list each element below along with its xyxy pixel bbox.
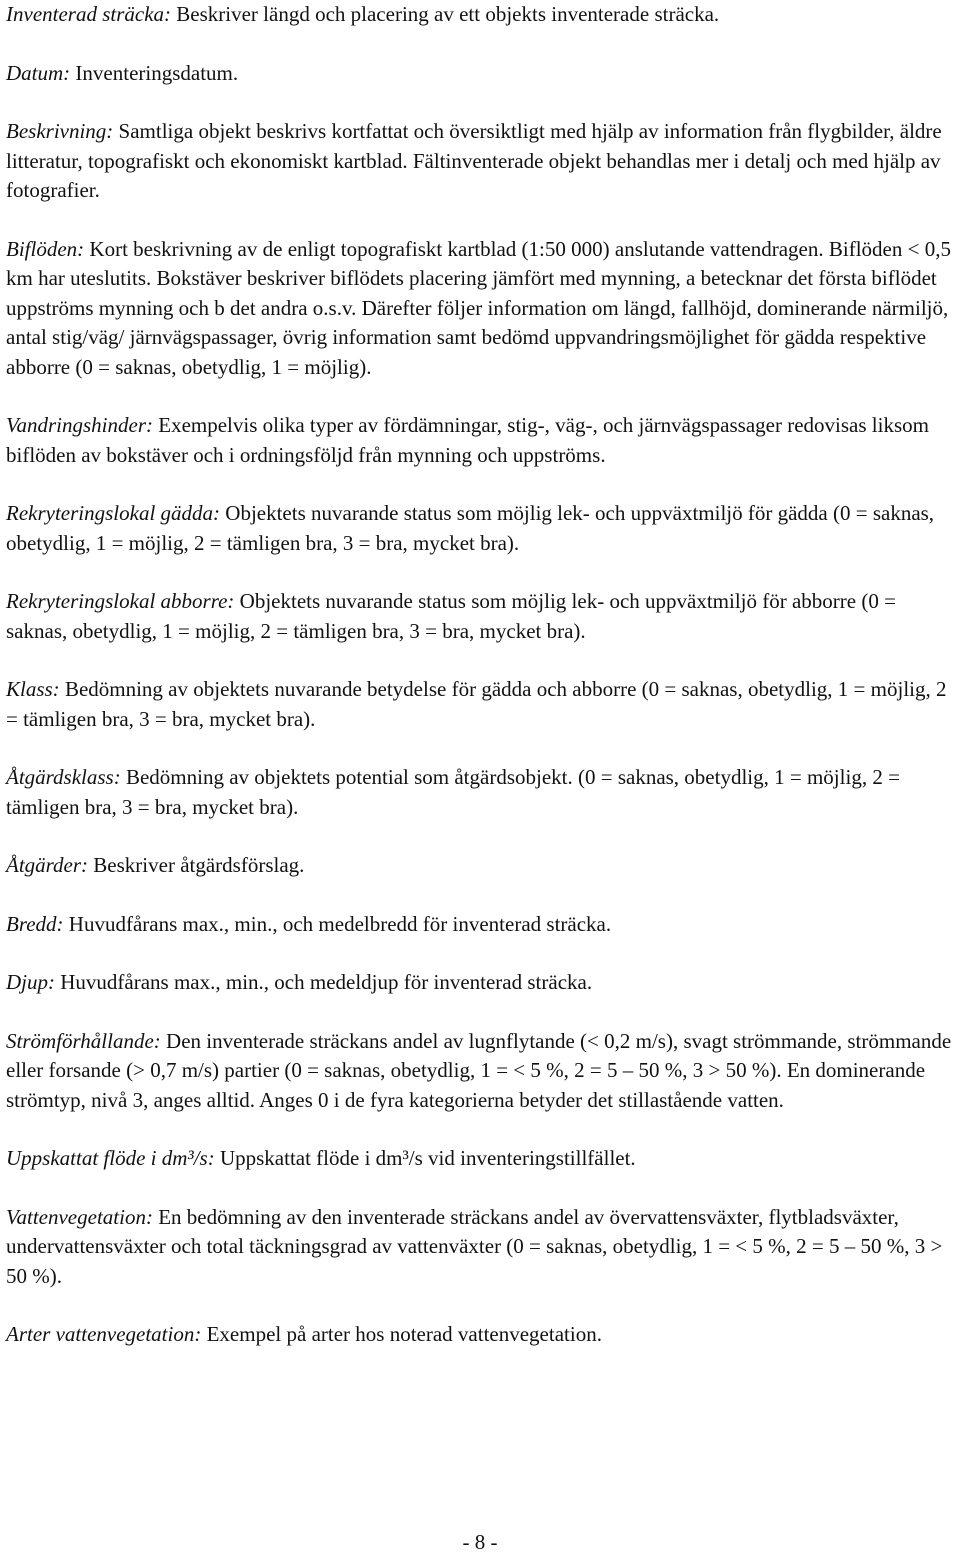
entry-text: Kort beskrivning av de enligt topografiskt kartblad (1:50 000) anslutande vattendragen. Biflöden < 0,5 km har uteslutits. Bokstäver beskriver biflödets placering jämfört med mynning, a betecknar det första biflödet uppströms mynning och b det andra o.s.v. Därefter följer information om längd, fallhöjd, dominerande närmiljö, antal stig/väg/ järnvägspassager, övrig information samt bedömd uppvandringsmöjlighet för gädda respektive abborre (0 = saknas, obetydlig, 1 = möjlig). (6, 236, 951, 379)
entry-text: Huvudfårans max., min., och medeldjup för inventerad sträcka. (55, 970, 593, 994)
entry-text: En bedömning av den inventerade sträckans andel av övervattensväxter, flytbladsväxter, undervattensväxter och total täckningsgrad av vattenväxter (0 = saknas, obetydlig, 1 = < 5 %, 2 = 5 – 50 %, 3 > 50 %). (6, 1204, 943, 1288)
entry-text: Uppskattat flöde i dm³/s vid inventeringstillfället. (214, 1146, 636, 1170)
entry-rekryteringslokal-gadda (6, 499, 956, 558)
entry-bifloden (6, 235, 956, 383)
entry-uppskattat-flode (6, 1144, 956, 1174)
entry-text: Den inventerade sträckans andel av lugnflytande (< 0,2 m/s), svagt strömmande, strömmande eller forsande (> 0,7 m/s) partier (0 = saknas, obetydlig, 1 = < 5 %, 2 = 5 – 50 %, 3 > 50 %). En dominerande strömtyp, nivå 3, anges alltid. Anges 0 i de fyra kategorierna betyder det stillastående vatten. (6, 1028, 952, 1112)
entry-term: Vattenvegetation: (6, 1204, 153, 1229)
entry-term: Åtgärdsklass: (6, 765, 121, 789)
entry-text: Objektets nuvarande status som möjlig lek- och uppväxtmiljö för abborre (0 = saknas, obetydlig, 1 = möjlig, 2 = tämligen bra, 3 = bra, mycket bra). (6, 589, 896, 643)
entry-arter-vattenvegetation (6, 1320, 956, 1350)
entry-term: Rekryteringslokal abborre: (6, 589, 235, 613)
entry-term: Rekryteringslokal gädda: (6, 501, 221, 525)
entry-datum (6, 59, 956, 89)
entry-text: Exempel på arter hos noterad vattenvegetation. (201, 1322, 602, 1346)
entry-beskrivning (6, 117, 956, 206)
entry-term: Uppskattat flöde i dm³/s: (6, 1146, 215, 1170)
entry-vattenvegetation (6, 1203, 956, 1292)
page-number: - 8 - (462, 1530, 498, 1554)
entry-text: Bedömning av objektets potential som åtgärdsobjekt. (0 = saknas, obetydlig, 1 = möjlig, 2 = tämligen bra, 3 = bra, mycket bra). (6, 765, 900, 819)
entry-term: Djup: (6, 970, 55, 994)
entry-text: Inventeringsdatum. (70, 60, 239, 85)
entry-term: Bredd: (6, 911, 64, 936)
entry-text: Exempelvis olika typer av fördämningar, stig-, väg-, och järnvägspassager redovisas liksom biflöden av bokstäver och i ordningsföljd från mynning och uppströms. (6, 413, 929, 467)
entry-atgardsklass (6, 763, 956, 822)
entry-term: Datum: (6, 60, 71, 85)
entry-term: Biflöden: (6, 236, 85, 261)
document-body (6, 0, 956, 1350)
entry-djup (6, 968, 956, 998)
entry-bredd (6, 910, 956, 940)
entry-term: Strömförhållande: (6, 1028, 161, 1053)
entry-text: Objektets nuvarande status som möjlig lek- och uppväxtmiljö för gädda (0 = saknas, obetydlig, 1 = möjlig, 2 = tämligen bra, 3 = bra, mycket bra). (6, 501, 935, 555)
entry-text: Huvudfårans max., min., och medelbredd för inventerad sträcka. (63, 911, 612, 936)
entry-term: Klass: (6, 677, 60, 701)
entry-stromforhallande (6, 1027, 956, 1116)
entry-inventerad-stracka (6, 0, 956, 30)
entry-text: Bedömning av objektets nuvarande betydelse för gädda och abborre (0 = saknas, obetydlig, 1 = möjlig, 2 = tämligen bra, 3 = bra, mycket bra). (6, 677, 947, 731)
entry-text: Beskriver längd och placering av ett objekts inventerade sträcka. (171, 2, 720, 26)
entry-term: Beskrivning: (6, 119, 114, 143)
entry-term: Arter vattenvegetation: (6, 1322, 202, 1346)
entry-text: Beskriver åtgärdsförslag. (88, 853, 305, 877)
entry-rekryteringslokal-abborre (6, 587, 956, 646)
entry-klass (6, 675, 956, 734)
entry-vandringshinder (6, 411, 956, 470)
entry-term: Vandringshinder: (6, 413, 153, 437)
entry-text: Samtliga objekt beskrivs kortfattat och översiktligt med hjälp av information från flygbilder, äldre litteratur, topografiskt och ekonomiskt kartblad. Fältinventerade objekt behandlas mer i detalj och med hjälp av fotografier. (6, 119, 942, 202)
entry-term: Åtgärder: (6, 853, 89, 877)
entry-term: Inventerad sträcka: (6, 2, 172, 26)
entry-atgarder (6, 851, 956, 881)
